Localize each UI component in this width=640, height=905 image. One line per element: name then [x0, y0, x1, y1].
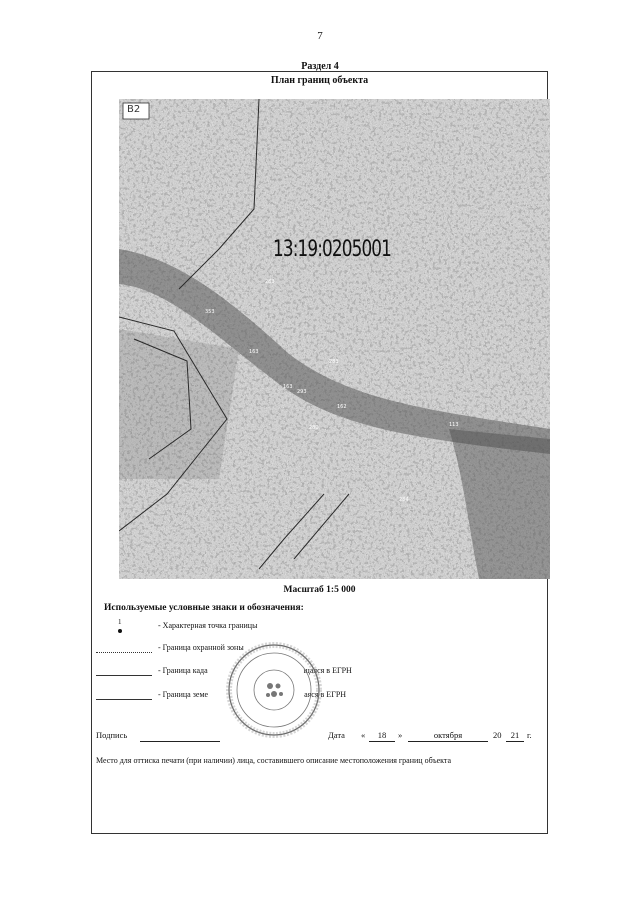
date-open-quote: « — [361, 730, 366, 740]
date-year-unit: г. — [527, 730, 532, 740]
boundary-point-icon: 1 — [96, 620, 152, 634]
dotted-line-icon — [96, 642, 152, 656]
scale-label: Масштаб 1:5 000 — [283, 585, 356, 595]
signature-label: Подпись — [96, 730, 128, 740]
point-label: 163 — [249, 349, 259, 355]
aerial-map — [119, 99, 550, 579]
point-label: 283 — [329, 359, 339, 365]
date-close-quote: » — [398, 730, 403, 740]
page-number: 7 — [317, 30, 323, 42]
legend-item-protection-zone: - Граница охранной зоны — [96, 642, 396, 656]
point-label: 283 — [265, 279, 275, 285]
cadastral-block-label: 13:19:0205001 — [273, 237, 392, 262]
point-label: 353 — [205, 309, 215, 315]
point-label: 284 — [399, 497, 409, 503]
section-title: Раздел 4 — [301, 61, 339, 72]
official-seal-icon — [226, 642, 322, 738]
plan-title: План границ объекта — [270, 75, 369, 86]
point-label: 162 — [337, 404, 347, 410]
point-label: 293 — [297, 389, 307, 395]
date-label: Дата — [328, 730, 345, 740]
date-year-suffix: 21 — [506, 730, 524, 742]
point-label: 163 — [283, 384, 293, 390]
map-corner-label: B2 — [127, 104, 141, 115]
date-day: 18 — [369, 730, 395, 742]
map-image — [119, 99, 550, 579]
date-year-prefix: 20 — [493, 730, 502, 740]
solid-line-icon — [96, 689, 152, 703]
legend-item-land-boundary: - Граница земе аяся в ЕГРН — [96, 689, 396, 703]
signature-line — [140, 730, 220, 742]
legend-item-cadastral-boundary: - Граница када щаяся в ЕГРН — [96, 665, 396, 679]
plan-frame — [91, 71, 548, 834]
date-month: октября — [408, 730, 488, 742]
legend-item-point: 1 - Характерная точка границы — [96, 620, 396, 634]
stamp-place-note: Место для оттиска печати (при наличии) лица, составившего описание местоположения границ объекта — [96, 756, 452, 765]
point-label: 113 — [449, 422, 459, 428]
solid-line-icon — [96, 665, 152, 679]
point-label: 280 — [309, 425, 319, 431]
legend-heading: Используемые условные знаки и обозначения: — [104, 603, 304, 613]
